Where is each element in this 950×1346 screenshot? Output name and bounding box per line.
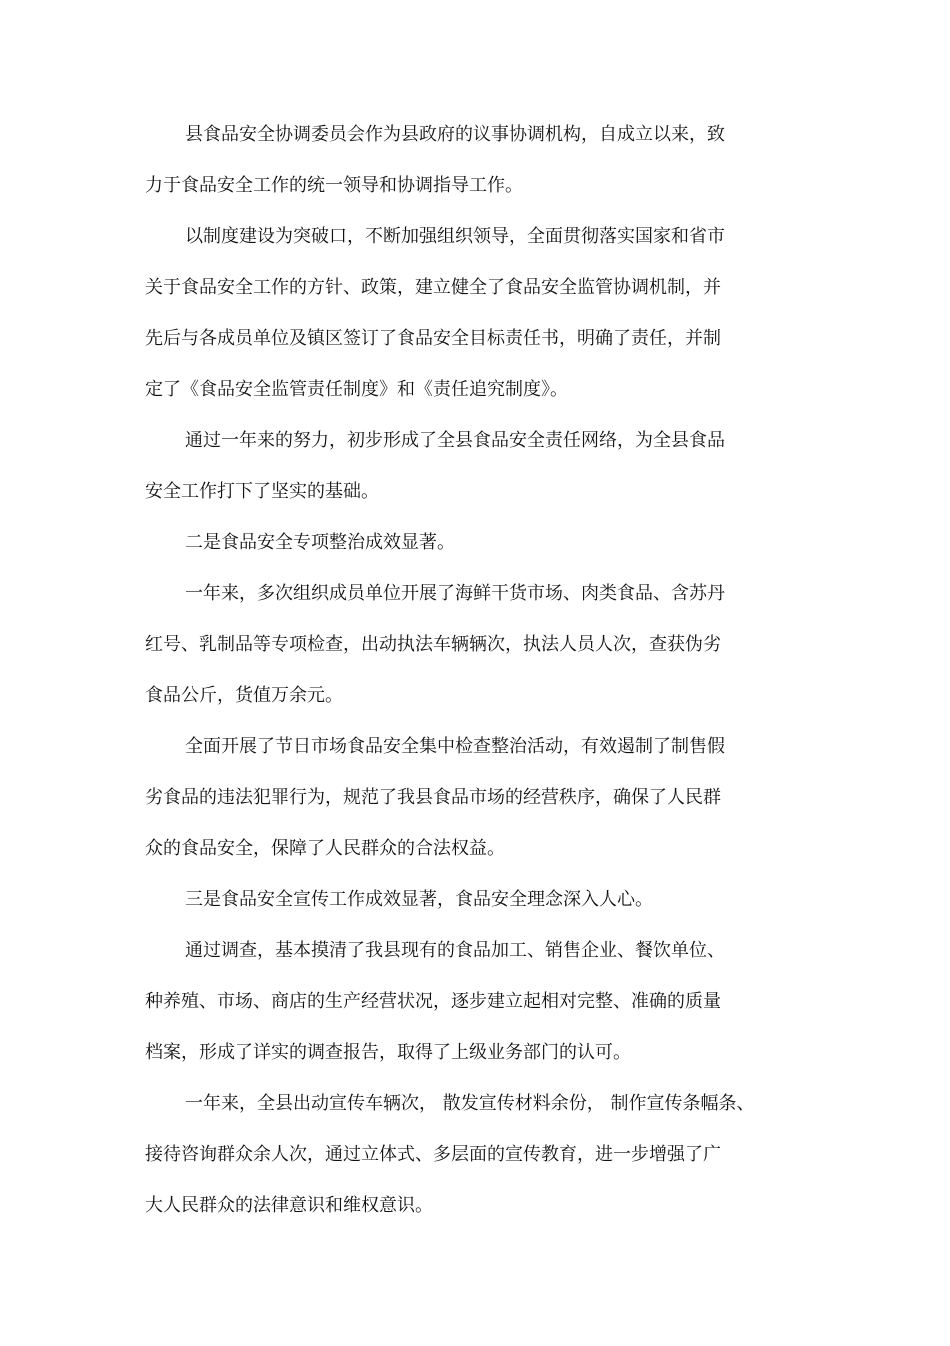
- section-heading-line: 三是食品安全宣传工作成效显著，食品安全理念深入人心。: [185, 889, 653, 910]
- text-line: 食品公斤，货值万余元。: [145, 685, 343, 706]
- section-heading-line: 二是食品安全专项整治成效显著。: [185, 532, 455, 553]
- text-line: 以制度建设为突破口，不断加强组织领导，全面贯彻落实国家和省市: [185, 226, 725, 247]
- text-line: 通过一年来的努力，初步形成了全县食品安全责任网络，为全县食品: [185, 430, 725, 451]
- text-line: 档案，形成了详实的调查报告，取得了上级业务部门的认可。: [145, 1042, 631, 1063]
- text-line: 县食品安全协调委员会作为县政府的议事协调机构，自成立以来，致: [185, 124, 725, 145]
- text-line: 种养殖、市场、商店的生产经营状况，逐步建立起相对完整、准确的质量: [145, 991, 721, 1012]
- document-body: [145, 124, 805, 1246]
- text-line: 大人民群众的法律意识和维权意识。: [145, 1195, 433, 1216]
- text-line: 安全工作打下了坚实的基础。: [145, 481, 379, 502]
- text-line: 定了《食品安全监管责任制度》和《责任追究制度》。: [145, 379, 568, 400]
- text-line: 全面开展了节日市场食品安全集中检查整治活动，有效遏制了制售假: [185, 736, 725, 757]
- text-line: 接待咨询群众余人次，通过立体式、多层面的宣传教育，进一步增强了广: [145, 1144, 721, 1165]
- text-line: 众的食品安全，保障了人民群众的合法权益。: [145, 838, 505, 859]
- text-line: 通过调查，基本摸清了我县现有的食品加工、销售企业、餐饮单位、: [185, 940, 725, 961]
- text-line: 劣食品的违法犯罪行为，规范了我县食品市场的经营秩序，确保了人民群: [145, 787, 721, 808]
- text-line: 一年来，全县出动宣传车辆次， 散发宣传材料余份， 制作宣传条幅条、: [185, 1093, 755, 1114]
- text-line: 力于食品安全工作的统一领导和协调指导工作。: [145, 175, 523, 196]
- text-line: 关于食品安全工作的方针、政策，建立健全了食品安全监管协调机制，并: [145, 277, 721, 298]
- text-line: 一年来，多次组织成员单位开展了海鲜干货市场、肉类食品、含苏丹: [185, 583, 725, 604]
- text-line: 红号、乳制品等专项检查，出动执法车辆辆次，执法人员人次，查获伪劣: [145, 634, 721, 655]
- text-line: 先后与各成员单位及镇区签订了食品安全目标责任书，明确了责任，并制: [145, 328, 721, 349]
